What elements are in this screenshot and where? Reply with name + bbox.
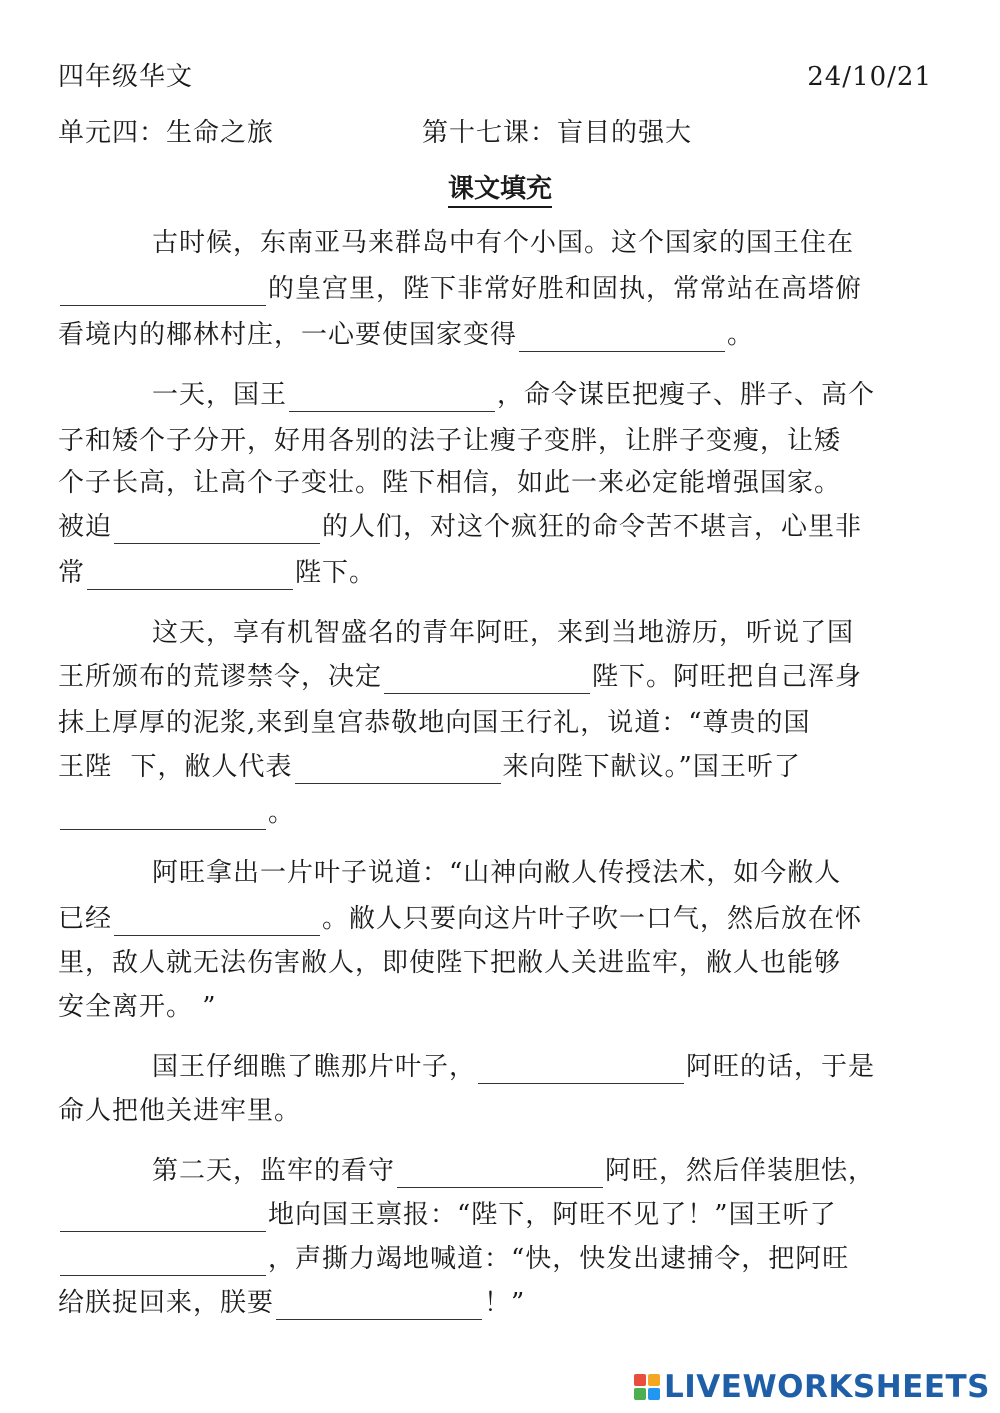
answer-blank[interactable]	[384, 667, 590, 694]
date-label: 24/10/21	[807, 62, 932, 92]
answer-blank[interactable]	[478, 1057, 684, 1084]
text-line: 个子长高，让高个子变壮。陛下相信，如此一来必定能增强国家。	[58, 468, 842, 498]
worksheet-title: 课文填充	[0, 172, 1000, 206]
answer-blank[interactable]	[60, 803, 266, 830]
text-line: 已经 。敝人只要向这片叶子吹一口气，然后放在怀	[58, 904, 863, 934]
logo-text: LIVEWORKSHEETS	[664, 1369, 990, 1405]
answer-blank[interactable]	[114, 517, 320, 544]
text-line: 常 陛下。	[58, 558, 377, 588]
answer-blank[interactable]	[276, 1293, 482, 1320]
text-line: ，声撕力竭地喊道：“快，快发出逮捕令，把阿旺	[58, 1242, 938, 1276]
text-line: 古时候，东南亚马来群岛中有个小国。这个国家的国王住在	[152, 228, 855, 258]
text-line: 王陛 下，敝人代表 来向陛下献议。”国王听了	[58, 752, 801, 782]
text-line: 这天，享有机智盛名的青年阿旺，来到当地游历，听说了国	[152, 618, 855, 648]
answer-blank[interactable]	[289, 385, 495, 412]
text-line: 阿旺拿出一片叶子说道：“山神向敝人传授法术，如今敝人	[152, 858, 842, 888]
text-line: 王所颁布的荒谬禁令，决定 陛下。阿旺把自己浑身	[58, 662, 863, 692]
text-line: 国王仔细瞧了瞧那片叶子， 阿旺的话，于是	[152, 1052, 876, 1082]
text-line: 第二天，监牢的看守 阿旺，然后佯装胆怯，	[152, 1156, 876, 1186]
answer-blank[interactable]	[87, 563, 293, 590]
answer-blank[interactable]	[60, 279, 266, 306]
text-line: 看境内的椰林村庄，一心要使国家变得 。	[58, 320, 755, 350]
text-line: 子和矮个子分开，好用各别的法子让瘦子变胖，让胖子变瘦，让矮	[58, 426, 842, 456]
text-line: 给朕捉回来，朕要 ！”	[58, 1288, 526, 1318]
text-line: 安全离开。 ”	[58, 992, 217, 1022]
answer-blank[interactable]	[60, 1249, 266, 1276]
text-line: 。	[58, 796, 938, 830]
logo-badge-icon	[634, 1374, 660, 1400]
lesson-label: 第十七课：盲目的强大	[422, 118, 693, 148]
text-line: 的皇宫里，陛下非常好胜和固执，常常站在高塔俯	[58, 272, 938, 306]
grade-label: 四年级华文	[58, 62, 194, 92]
unit-label: 单元四：生命之旅	[58, 118, 275, 148]
answer-blank[interactable]	[295, 757, 501, 784]
text-line: 被迫 的人们，对这个疯狂的命令苦不堪言，心里非	[58, 512, 863, 542]
answer-blank[interactable]	[60, 1205, 266, 1232]
liveworksheets-logo[interactable]	[634, 1367, 990, 1407]
text-line: 里，敌人就无法伤害敝人，即使陛下把敝人关进监牢，敝人也能够	[58, 948, 842, 978]
answer-blank[interactable]	[114, 909, 320, 936]
text-line: 地向国王禀报：“陛下，阿旺不见了！”国王听了	[58, 1198, 938, 1232]
text-line: 抹上厚厚的泥浆,来到皇宫恭敬地向国王行礼，说道：“尊贵的国	[58, 708, 811, 738]
text-line: 一天，国王 ，命令谋臣把瘦子、胖子、高个	[152, 380, 876, 410]
answer-blank[interactable]	[397, 1161, 603, 1188]
answer-blank[interactable]	[519, 325, 725, 352]
text-line: 命人把他关进牢里。	[58, 1096, 302, 1126]
